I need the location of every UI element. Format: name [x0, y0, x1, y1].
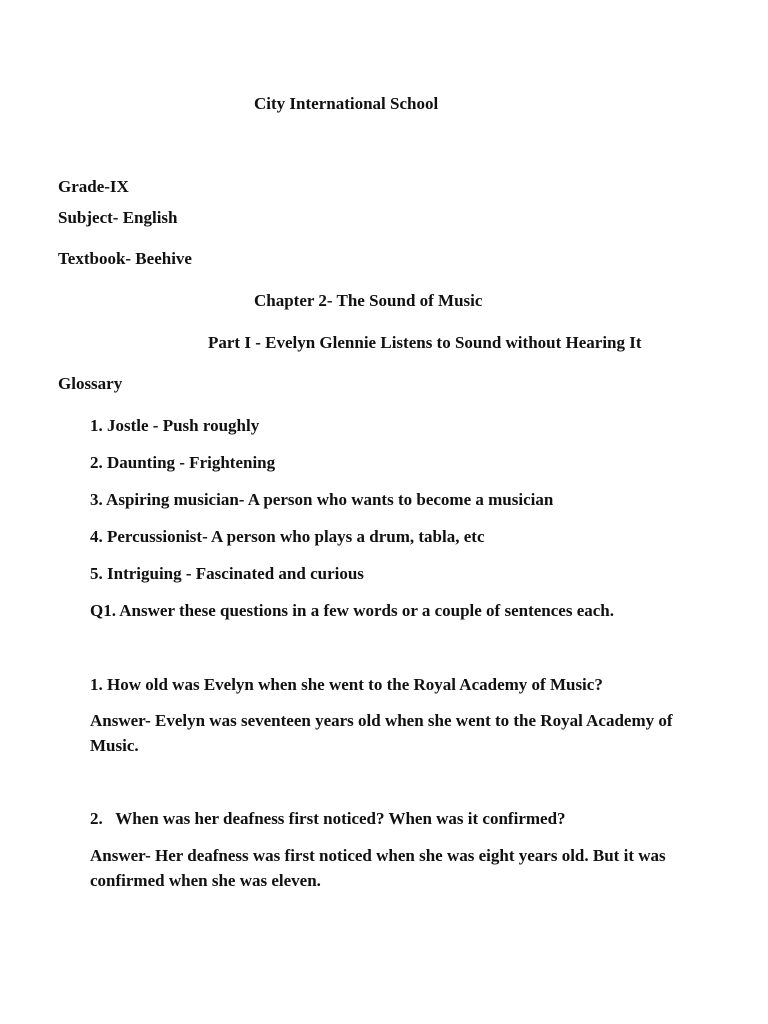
chapter-title: Chapter 2- The Sound of Music [254, 291, 483, 310]
school-name: City International School [254, 94, 439, 113]
subject-line: Subject- English [58, 208, 178, 227]
question-text: 2. When was her deafness first noticed? When was it confirmed? [90, 809, 566, 828]
glossary-heading: Glossary [58, 374, 123, 393]
textbook-line: Textbook- Beehive [58, 249, 192, 268]
part-title: Part I - Evelyn Glennie Listens to Sound without Hearing It [208, 333, 642, 352]
glossary-item: 4. Percussionist- A person who plays a drum, tabla, etc [90, 527, 485, 546]
question-text: 1. How old was Evelyn when she went to the Royal Academy of Music? [90, 675, 603, 694]
glossary-item: 1. Jostle - Push roughly [90, 416, 260, 435]
glossary-item: 5. Intriguing - Fascinated and curious [90, 564, 364, 583]
answer-text: Answer- Evelyn was seventeen years old when she went to the Royal Academy of Music. [90, 711, 673, 755]
q1-instruction: Q1. Answer these questions in a few words or a couple of sentences each. [90, 601, 614, 620]
grade-line: Grade-IX [58, 177, 129, 196]
glossary-item: 3. Aspiring musician- A person who wants to become a musician [90, 490, 554, 509]
answer-text: Answer- Her deafness was first noticed when she was eight years old. But it was confirmed when she was eleven. [90, 846, 666, 890]
glossary-item: 2. Daunting - Frightening [90, 453, 276, 472]
